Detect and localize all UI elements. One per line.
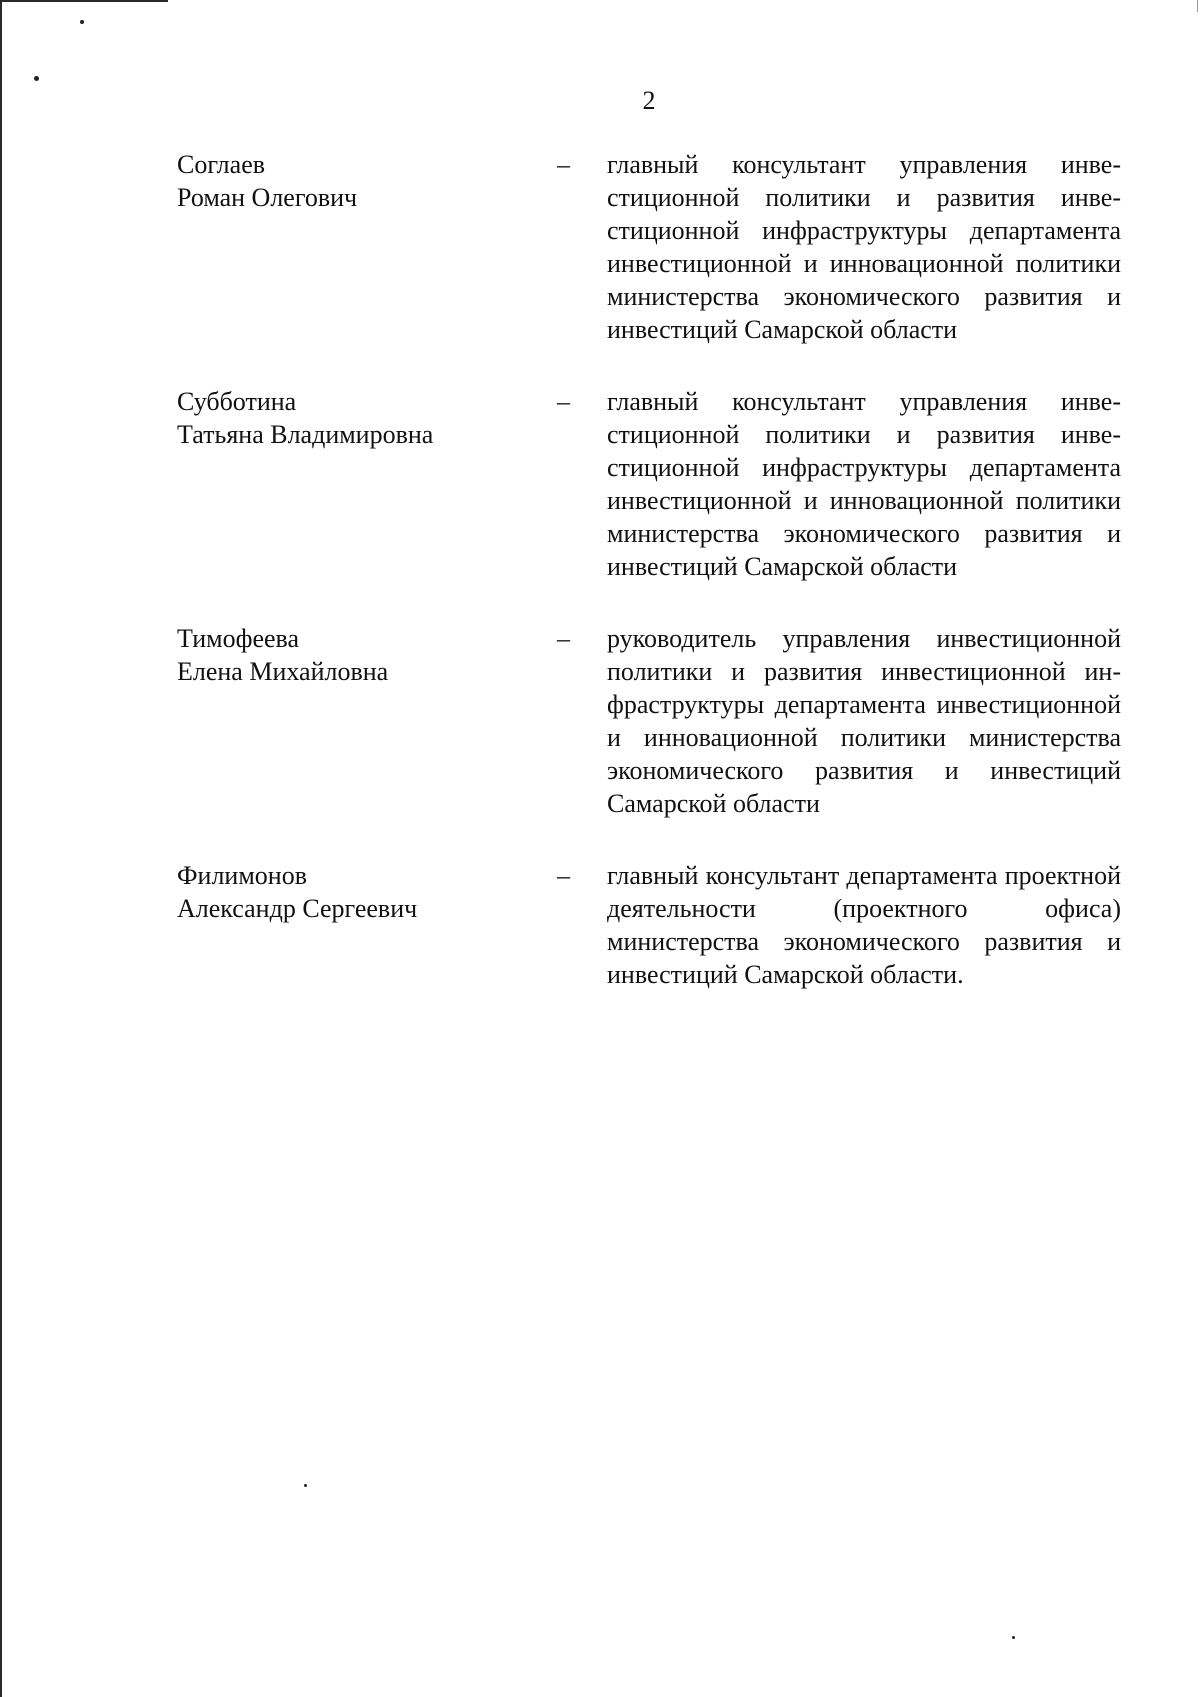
- list-item: [177, 148, 1121, 346]
- scan-speck: [34, 76, 39, 81]
- person-surname: Субботина: [177, 387, 297, 416]
- person-surname: Тимофеева: [177, 624, 300, 653]
- list-item: [177, 622, 1121, 820]
- person-name: [177, 859, 517, 925]
- person-name: [177, 622, 517, 688]
- person-surname: Филимонов: [177, 861, 307, 890]
- person-given-names: Александр Сергеевич: [177, 894, 418, 923]
- person-given-names: Роман Олегович: [177, 183, 358, 212]
- page-number: 2: [642, 86, 656, 115]
- dash-separator: –: [557, 150, 570, 179]
- scan-speck: [80, 20, 84, 24]
- person-position: главный консультант управления инвестиционной политики и развития инвестиционной инфраструктуры департамента инвестиционной и инновационной политики министерства экономического развития и инвестиций Самарской области: [607, 387, 1121, 581]
- person-given-names: Татьяна Владимировна: [177, 420, 434, 449]
- scan-edge-right: [1197, 0, 1198, 12]
- person-surname: Соглаев: [177, 150, 266, 179]
- scan-edge-left: [0, 0, 2, 1697]
- person-position: главный консультант управления инвестиционной политики и развития инвестиционной инфраструктуры департамента инвестиционной и инновационной политики министерства экономического развития и инвестиций Самарской области: [607, 150, 1121, 344]
- person-position: руководитель управления инвестиционной политики и развития инвестиционной инфраструктуры департамента инвестиционной и инновационной политики министерства экономического развития и инвестиций Самарской области: [607, 624, 1121, 818]
- member-list: [177, 148, 1121, 1030]
- person-name: [177, 385, 517, 451]
- dash-separator: –: [557, 387, 570, 416]
- dash-separator: –: [557, 861, 570, 890]
- person-name: [177, 148, 517, 214]
- scan-edge-top: [0, 0, 168, 2]
- list-item: [177, 385, 1121, 583]
- scan-speck: [304, 1484, 307, 1487]
- scan-speck: [1012, 1636, 1015, 1639]
- dash-separator: –: [557, 624, 570, 653]
- person-given-names: Елена Михайловна: [177, 657, 389, 686]
- person-position: главный консультант департамента проектной деятельности (проектного офиса) министерства экономического развития и инвестиций Самарской области.: [607, 861, 1121, 989]
- list-item: [177, 859, 1121, 991]
